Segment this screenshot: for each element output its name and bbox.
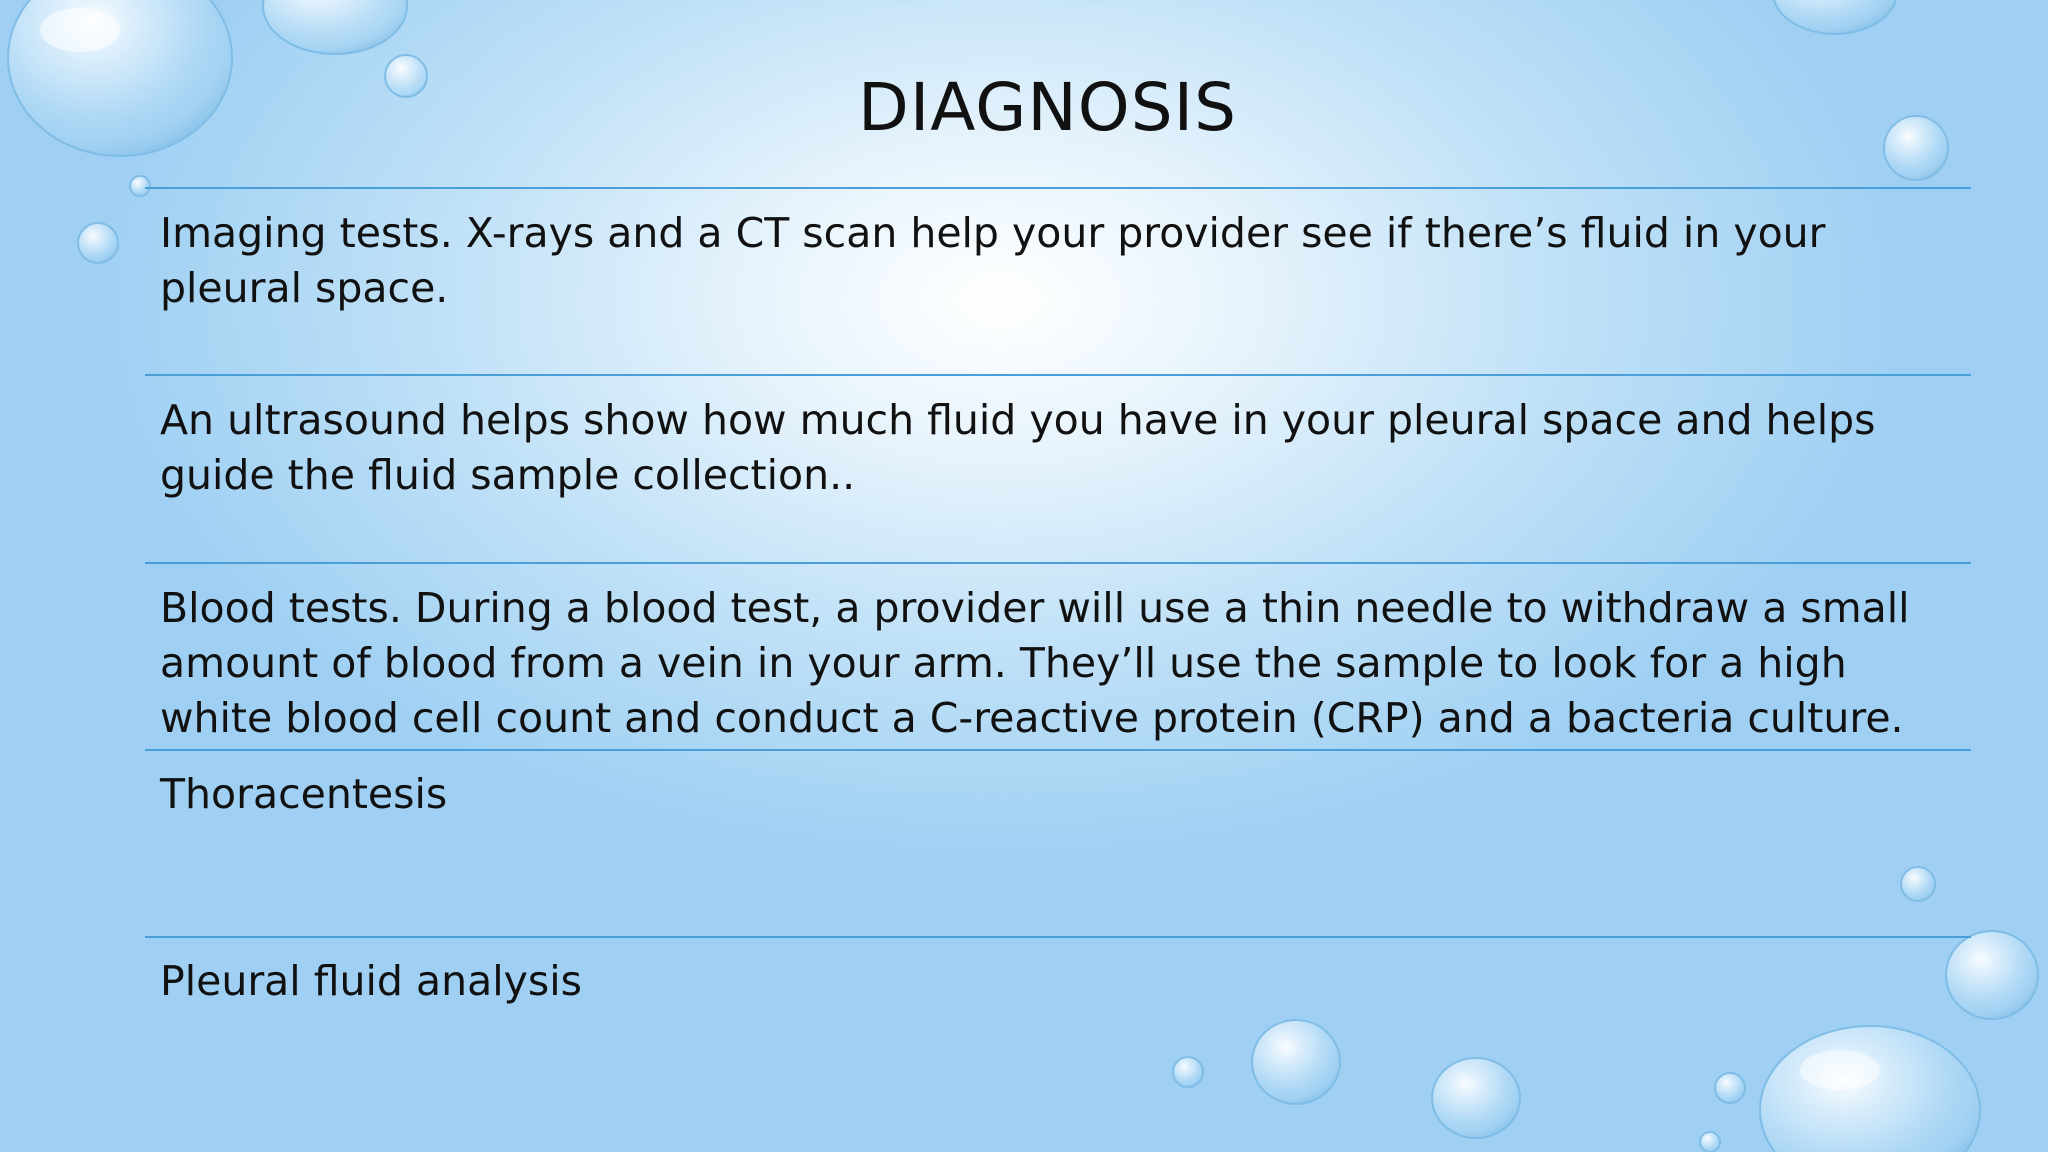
divider-line — [145, 749, 1971, 751]
list-item-thoracentesis: Thoracentesis — [160, 770, 448, 818]
divider-line — [145, 936, 1971, 938]
divider-line — [145, 187, 1971, 189]
list-item-pleural-fluid-analysis: Pleural fluid analysis — [160, 957, 582, 1005]
list-item-ultrasound: An ultrasound helps show how much fluid you have in your pleural space and helps guide the fluid sample collection.. — [160, 396, 1876, 499]
list-item-blood-tests: Blood tests. During a blood test, a provider will use a thin needle to withdraw a small amount of blood from a vein in your arm. They’ll use the sample to look for a high white blood cell count and conduct a C-reactive protein (CRP) and a bacteria culture. — [160, 584, 1910, 742]
divider-line — [145, 562, 1971, 564]
list-item-imaging-tests: Imaging tests. X-rays and a CT scan help your provider see if there’s fluid in your pleural space. — [160, 209, 1826, 312]
slide-title: DIAGNOSIS — [858, 69, 1237, 146]
divider-line — [145, 374, 1971, 376]
